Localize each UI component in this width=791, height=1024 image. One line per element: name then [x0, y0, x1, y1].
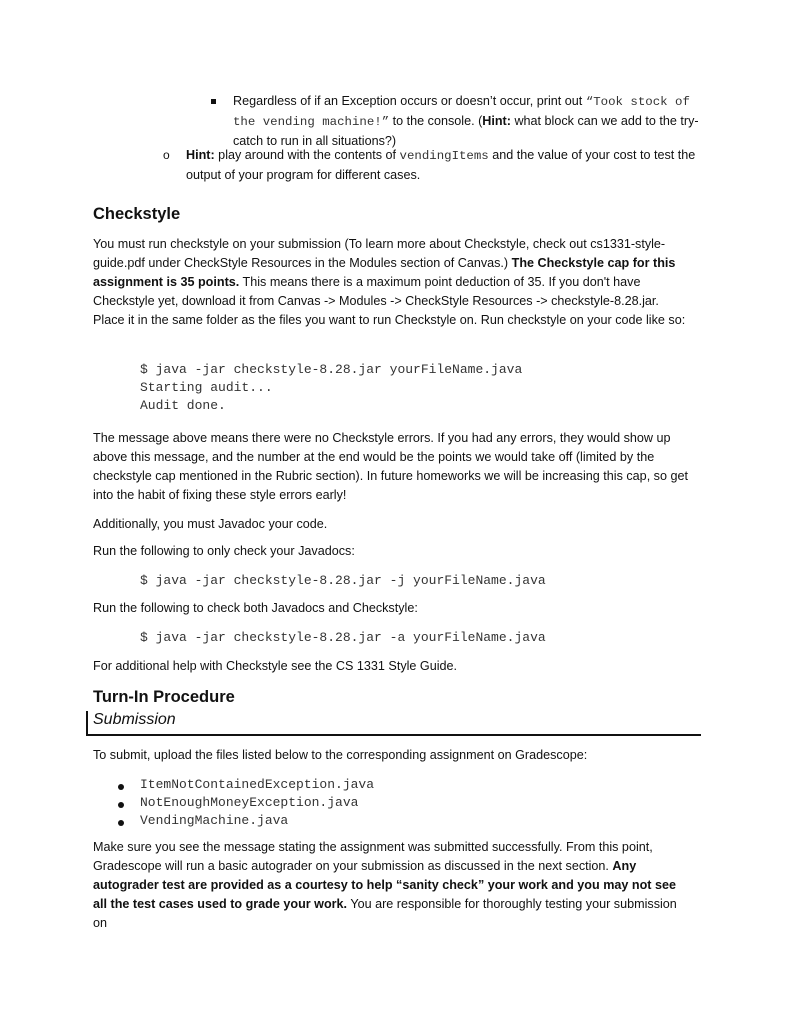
hint-bullet-t2: and the value of your cost to test the output of your program for different cases. — [186, 148, 696, 182]
both-command: $ java -jar checkstyle-8.28.jar -a yourFileName.java — [140, 630, 546, 645]
closing-bold: Any autograder test are provided as a courtesy to help “sanity check” your work and you may not see all the test cases used to grade your work. — [93, 859, 676, 911]
exception-bullet-t3: what block can we add to the try-catch to run in all situations?) — [233, 114, 699, 148]
code-line: Audit done. — [140, 398, 226, 413]
help-paragraph: For additional help with Checkstyle see the CS 1331 Style Guide. — [93, 659, 458, 673]
checkstyle-intro-t2: This means there is a maximum point deduction of 35. If you don't have Checkstyle yet, download it from Canvas -> Modules -> CheckStyle Resources -> checkstyle-8.28.jar. Place it in the same folder as the files you want to run Checkstyle on. Run checkstyle on your code like so: — [93, 275, 686, 327]
hint-bullet-t1: play around with the contents of — [214, 148, 400, 162]
submit-closing-paragraph — [93, 838, 693, 933]
exception-bullet-code: “Took stock of the vending machine!” — [233, 95, 690, 129]
exception-bullet-t2: to the console. ( — [389, 114, 483, 128]
submission-subheading: Submission — [93, 711, 176, 728]
file-list-item: NotEnoughMoneyException.java — [140, 795, 359, 810]
closing-t1: Make sure you see the message stating the assignment was submitted successfully. From this point, Gradescope will run a basic autograder on your submission as discussed in the next section. — [93, 840, 653, 873]
checkstyle-heading: Checkstyle — [93, 205, 181, 223]
checkstyle-code-block — [140, 361, 522, 415]
checkstyle-intro-t1: You must run checkstyle on your submission (To learn more about Checkstyle, check out cs1331-style-guide.pdf under CheckStyle Resources in the Modules section of Canvas.) — [93, 237, 666, 270]
file-list-item: VendingMachine.java — [140, 813, 289, 828]
exception-bullet-hint-label: Hint: — [482, 114, 511, 128]
closing-t2: You are responsible for thoroughly testing your submission on — [93, 897, 677, 930]
hint-bullet-label: Hint: — [186, 148, 215, 162]
list-bullet-icon — [118, 820, 124, 826]
exception-bullet-text — [233, 92, 703, 151]
turn-in-heading: Turn-In Procedure — [93, 688, 235, 706]
hint-bullet-code: vendingItems — [399, 149, 489, 163]
square-bullet-icon — [211, 99, 216, 104]
list-bullet-icon — [118, 802, 124, 808]
file-list-item: ItemNotContainedException.java — [140, 777, 375, 792]
javadoc-only-label: Run the following to only check your Javadocs: — [93, 544, 355, 558]
checkstyle-message-paragraph: The message above means there were no Checkstyle errors. If you had any errors, they would show up above this message, and the number at the end would be the points we would take off (limited by the checkstyle cap mentioned in the Rubric section). In future homeworks we will be increasing this cap, so get into the habit of fixing these style errors early! — [93, 431, 688, 502]
submit-intro-paragraph: To submit, upload the files listed below to the corresponding assignment on Gradescope: — [93, 748, 588, 762]
javadoc-paragraph: Additionally, you must Javadoc your code. — [93, 517, 328, 531]
javadoc-only-command: $ java -jar checkstyle-8.28.jar -j yourFileName.java — [140, 573, 546, 588]
submission-underline — [86, 734, 701, 736]
hint-bullet-text — [186, 146, 696, 185]
both-label: Run the following to check both Javadocs and Checkstyle: — [93, 601, 418, 615]
code-line: Starting audit... — [140, 380, 273, 395]
exception-bullet-t1: Regardless of if an Exception occurs or doesn’t occur, print out — [233, 94, 586, 108]
hollow-bullet-icon: o — [163, 148, 170, 162]
checkstyle-intro-paragraph — [93, 235, 693, 330]
submission-left-bar — [86, 711, 88, 735]
checkstyle-cap-bold: The Checkstyle cap for this assignment is 35 points. — [93, 256, 676, 289]
list-bullet-icon — [118, 784, 124, 790]
code-line: $ java -jar checkstyle-8.28.jar yourFileName.java — [140, 362, 523, 377]
